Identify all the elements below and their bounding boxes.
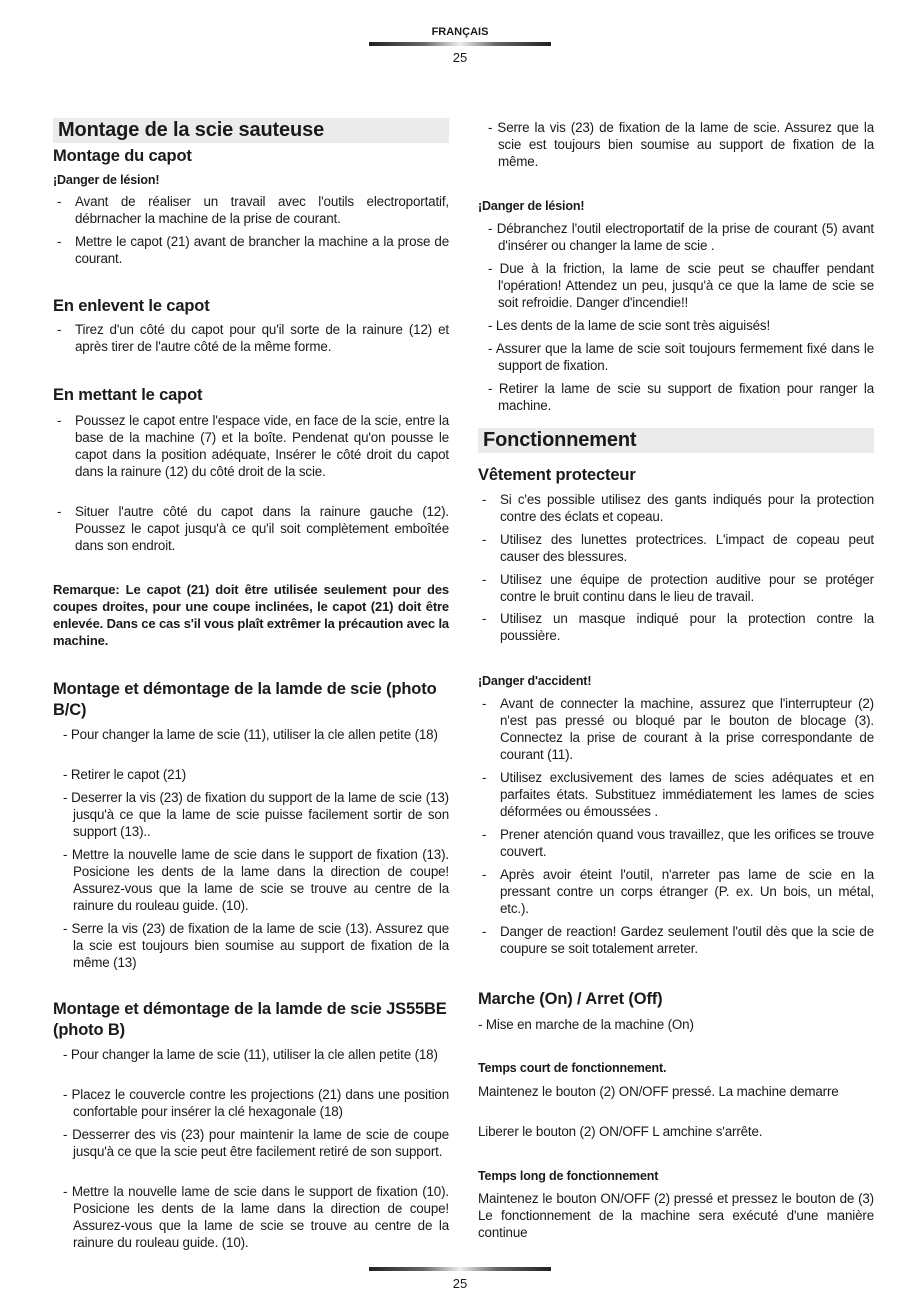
bullet-dash: - [57, 234, 62, 249]
header-rule [369, 42, 551, 46]
language-label: FRANÇAIS [431, 26, 489, 38]
bullet-dash: - [482, 696, 487, 711]
list-item-text: Avant de réaliser un travail avec l'outils electroportatif, débrnacher la machine de la prise de courant. [75, 194, 449, 226]
list-item-text: Utilisez exclusivement des lames de scies adéquates et en parfaites états. Substituez immédiatement les lames de scies déformées ou émoussées . [500, 770, 874, 819]
subsection-title: Montage et démontage de la lamde de scie JS55BE (photo B) [53, 1000, 447, 1039]
bullet-dash: - [57, 413, 62, 428]
list-item [478, 531, 874, 565]
subsection-title: Vêtement protecteur [478, 466, 636, 484]
list-item-text: Poussez le capot entre l'espace vide, en face de la scie, entre la base de la machine (7) et la boîte. Pendenat qu'on pousse le capot dans la position adéquate, Insérer le côté droit du capot dans la rainure (12) du côté droit de la scie. [75, 413, 449, 479]
bullet-dash: - [57, 322, 62, 337]
list-item [53, 233, 449, 267]
list-item [478, 923, 874, 957]
list-item: - Placez le couvercle contre les projections (21) dans une position confortable pour insérer la clé hexagonale (18) [63, 1087, 449, 1119]
list-item: - Pour changer la lame de scie (11), utiliser la cle allen petite (18) [63, 1047, 438, 1062]
paragraph: Maintenez le bouton ON/OFF (2) pressé et pressez le bouton de (3) Le fonctionnement de la machine sera exécuté d'une manière continue [478, 1191, 874, 1240]
list-item [53, 412, 449, 480]
subsection-title: En mettant le capot [53, 386, 203, 404]
list-item-text: Utilisez un masque indiqué pour la protection contre la poussière. [500, 611, 874, 643]
list-item-text: Avant de connecter la machine, assurez que l'interrupteur (2) n'est pas pressé ou bloqué par le bouton de blocage (3). Connectez la prise de courant à la prise correspondante de courant (11). [500, 696, 874, 762]
bullet-dash: - [482, 867, 487, 882]
list-item-text: Prener atención quand vous travaillez, que les orifices se trouve couvert. [500, 827, 874, 859]
list-item: - Due à la friction, la lame de scie peut se chauffer pendant l'opération! Attendez un peu, jusqu'à ce que la lame de scie se soit refroidie. Danger d'incendie!! [488, 261, 874, 310]
bullet-dash: - [482, 827, 487, 842]
list-item: - Assurer que la lame de scie soit toujours fermement fixé dans le support de fixation. [488, 341, 874, 373]
subsection-title: Marche (On) / Arret (Off) [478, 990, 663, 1008]
list-item-text: Danger de reaction! Gardez seulement l'outil dès que la scie de coupure se soit totalement arreter. [500, 924, 874, 956]
warning-heading: Temps court de fonctionnement. [478, 1061, 667, 1075]
subsection-title: Montage du capot [53, 147, 192, 165]
bullet-dash: - [482, 770, 487, 785]
list-item: - Retirer le capot (21) [63, 767, 187, 782]
bullet-dash: - [482, 611, 487, 626]
bullet-dash: - [482, 492, 487, 507]
paragraph: - Mise en marche de la machine (On) [478, 1017, 694, 1032]
warning-heading: Temps long de fonctionnement [478, 1169, 659, 1183]
list-item: - Retirer la lame de scie su support de fixation pour ranger la machine. [488, 381, 874, 413]
list-item: - Les dents de la lame de scie sont très aiguisés! [488, 318, 771, 333]
list-item-text: Mettre le capot (21) avant de brancher la machine a la prose de courant. [75, 234, 449, 266]
remark-paragraph: Remarque: Le capot (21) doit être utilisée seulement pour des coupes droites, pour une coupe inclinées, le capot (21) doit être enlevée. Dans ce cas s'il vous plaît extrêmer la précaution avec la machine. [53, 582, 449, 648]
paragraph: Maintenez le bouton (2) ON/OFF pressé. La machine demarre [478, 1084, 839, 1099]
list-item-text: Après avoir éteint l'outil, n'arreter pas lame de scie en la pressant contre un corps étranger (P. ex. Un bois, un métal, etc.). [500, 867, 874, 916]
list-item: - Mettre la nouvelle lame de scie dans le support de fixation (13). Posicione les dents de la lame dans la direction de coupe! Assurez-vous que la lame de scie se trouve au centre de la rainure du rouleau guide. (10). [63, 847, 449, 913]
list-item [478, 866, 874, 917]
section-title: Fonctionnement [478, 428, 874, 453]
subsection-title: Montage et démontage de la lamde de scie (photo B/C) [53, 680, 437, 719]
bullet-dash: - [482, 572, 487, 587]
list-item-text: Situer l'autre côté du capot dans la rainure gauche (12). Poussez le capot jusqu'à ce qu'il soit complètement emboîtée dans son endroit. [75, 504, 449, 553]
list-item-text: Utilisez une équipe de protection auditive pour se protéger contre le bruit continu dans le lieu de travail. [500, 572, 874, 604]
list-item: - Mettre la nouvelle lame de scie dans le support de fixation (10). Posicione les dents de la lame dans la direction de coupe! Assurez-vous que la lame de scie se trouve au centre de la rainure du rouleau guide. (10). [63, 1184, 449, 1250]
warning-heading: ¡Danger de lésion! [478, 199, 585, 213]
list-item [478, 571, 874, 605]
list-item [478, 610, 874, 644]
bullet-dash: - [57, 504, 62, 519]
list-item-text: Tirez d'un côté du capot pour qu'il sorte de la rainure (12) et après tirer de l'autre côté de la même forme. [75, 322, 449, 354]
bullet-dash: - [482, 924, 487, 939]
list-item [53, 503, 449, 554]
list-item [478, 491, 874, 525]
list-item: - Débranchez l'outil electroportatif de la prise de courant (5) avant d'insérer ou changer la lame de scie . [488, 221, 874, 253]
section-title: Montage de la scie sauteuse [53, 118, 449, 143]
list-item-text: Utilisez des lunettes protectrices. L'impact de copeau peut causer des blessures. [500, 532, 874, 564]
warning-heading: ¡Danger de lésion! [53, 173, 160, 187]
page-number-top: 25 [452, 50, 468, 65]
bullet-dash: - [57, 194, 62, 209]
list-item: - Serre la vis (23) de fixation de la lame de scie (13). Assurez que la scie est toujours bien soumise au support de fixation de la même (13) [63, 921, 449, 970]
warning-heading: ¡Danger d'accident! [478, 674, 592, 688]
list-item: - Deserrer la vis (23) de fixation du support de la lame de scie (13) jusqu'à ce que la lame de scie puisse facilement sortir de son support (13).. [63, 790, 449, 839]
list-item [478, 826, 874, 860]
list-item [53, 193, 449, 227]
page-number-bottom: 25 [452, 1276, 468, 1291]
list-item: - Pour changer la lame de scie (11), utiliser la cle allen petite (18) [63, 727, 438, 742]
subsection-title: En enlevent le capot [53, 297, 210, 315]
list-item-text: Si c'es possible utilisez des gants indiqués pour la protection contre des éclats et copeau. [500, 492, 874, 524]
list-item: - Serre la vis (23) de fixation de la lame de scie. Assurez que la scie est toujours bien soumise au support de fixation de la même. [488, 120, 874, 169]
list-item: - Desserrer des vis (23) pour maintenir la lame de scie de coupe jusqu'à ce que la scie peut être facilement retiré de son support. [63, 1127, 449, 1159]
paragraph: Liberer le bouton (2) ON/OFF L amchine s'arrête. [478, 1124, 763, 1139]
list-item [478, 695, 874, 763]
footer-rule [369, 1267, 551, 1271]
list-item [53, 321, 449, 355]
bullet-dash: - [482, 532, 487, 547]
list-item [478, 769, 874, 820]
